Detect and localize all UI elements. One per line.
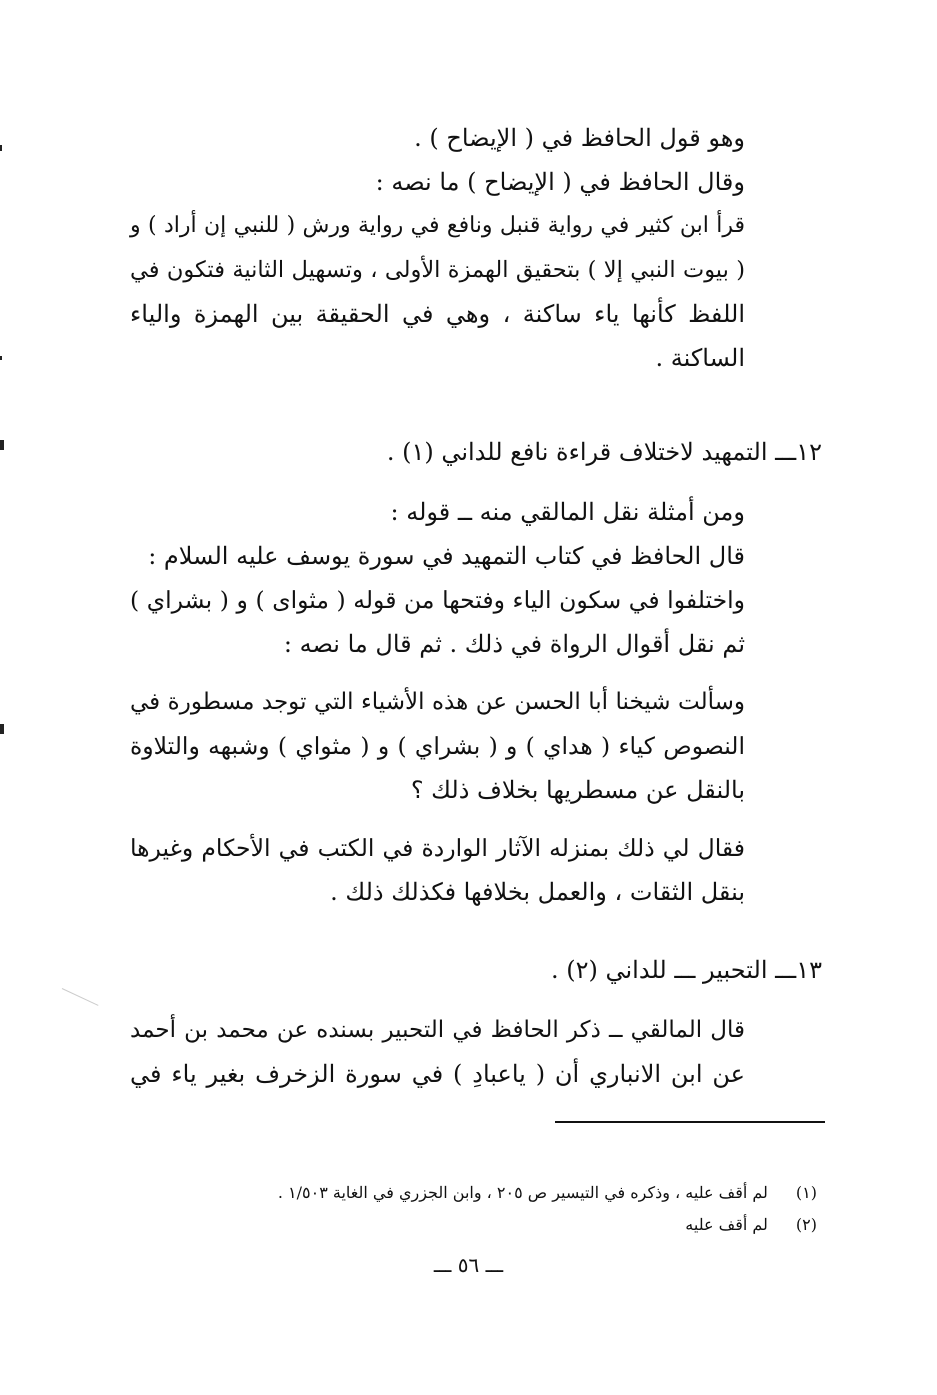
section-12-line-8: فقال لي ذلك بمنزله الآثار الواردة في الكتب في الأحكام وغيرها — [130, 834, 745, 862]
body-line-5: اللفظ كأنها ياء ساكنة ، وهي في الحقيقة بين الهمزة والياء — [130, 300, 745, 328]
footnote-1-text: لم أقف عليه ، وذكره في التيسير ص ٢٠٥ ، وابن الجزري في الغاية ١/٥٠٣ . — [277, 1183, 768, 1202]
section-12-line-9: بنقل الثقات ، والعمل بخلافها فكذلك ذلك . — [330, 878, 745, 906]
section-13-heading: ١٣ـــ التحبير ـــ للداني (٢) . — [550, 956, 822, 984]
section-12-line-2: قال الحافظ في كتاب التمهيد في سورة يوسف عليه السلام : — [148, 542, 745, 570]
footnote-1 — [117, 1178, 817, 1208]
scan-mark — [0, 440, 4, 450]
section-12-line-6: النصوص كياء ( هداي ) و ( بشراي ) و ( مثواي ) وشبهه والتلاوة — [130, 732, 745, 760]
section-12-line-5: وسألت شيخنا أبا الحسن عن هذه الأشياء التي توجد مسطورة في — [130, 689, 745, 715]
footnote-2-text: لم أقف عليه — [685, 1215, 768, 1234]
section-13-line-2: عن ابن الانباري أن ( ياعبادِ ) في سورة الزخرف بغير ياء في — [130, 1060, 745, 1088]
section-13-line-1: قال المالقي ــ ذكر الحافظ في التحبير بسنده عن محمد بن أحمد — [130, 1017, 745, 1043]
scan-mark — [0, 724, 4, 734]
scan-stroke — [62, 988, 99, 1006]
section-12-line-4: ثم نقل أقوال الرواة في ذلك . ثم قال ما نصه : — [283, 630, 745, 658]
body-line-1: وهو قول الحافظ في ( الإيضاح ) . — [414, 124, 745, 152]
footnote-2-number: (٢) — [795, 1215, 817, 1234]
scan-mark — [0, 145, 2, 151]
page-number: ـــ ٥٦ ـــ — [433, 1253, 504, 1277]
section-12-line-1: ومن أمثلة نقل المالقي منه ــ قوله : — [390, 498, 745, 526]
footnote-1-number: (١) — [795, 1183, 817, 1202]
body-line-2: وقال الحافظ في ( الإيضاح ) ما نصه : — [375, 168, 745, 196]
section-12-heading: ١٢ـــ التمهيد لاختلاف قراءة نافع للداني (١) . — [386, 438, 822, 466]
body-line-3: قرأ ابن كثير في رواية قنبل ونافع في رواية ورش ( للنبي إن أراد ) و — [130, 213, 745, 238]
scan-mark — [0, 356, 2, 360]
footnote-separator — [555, 1121, 825, 1123]
body-line-6: الساكنة . — [655, 344, 745, 372]
section-12-line-7: بالنقل عن مسطريها بخلاف ذلك ؟ — [410, 776, 745, 804]
body-line-4: ( بيوت النبي إلا ) بتحقيق الهمزة الأولى ، وتسهيل الثانية فتكون في — [130, 257, 745, 283]
footnote-2 — [117, 1210, 817, 1240]
section-12-line-3: واختلفوا في سكون الياء وفتحها من قوله ( مثواى ) و ( بشراي ) — [130, 586, 745, 614]
